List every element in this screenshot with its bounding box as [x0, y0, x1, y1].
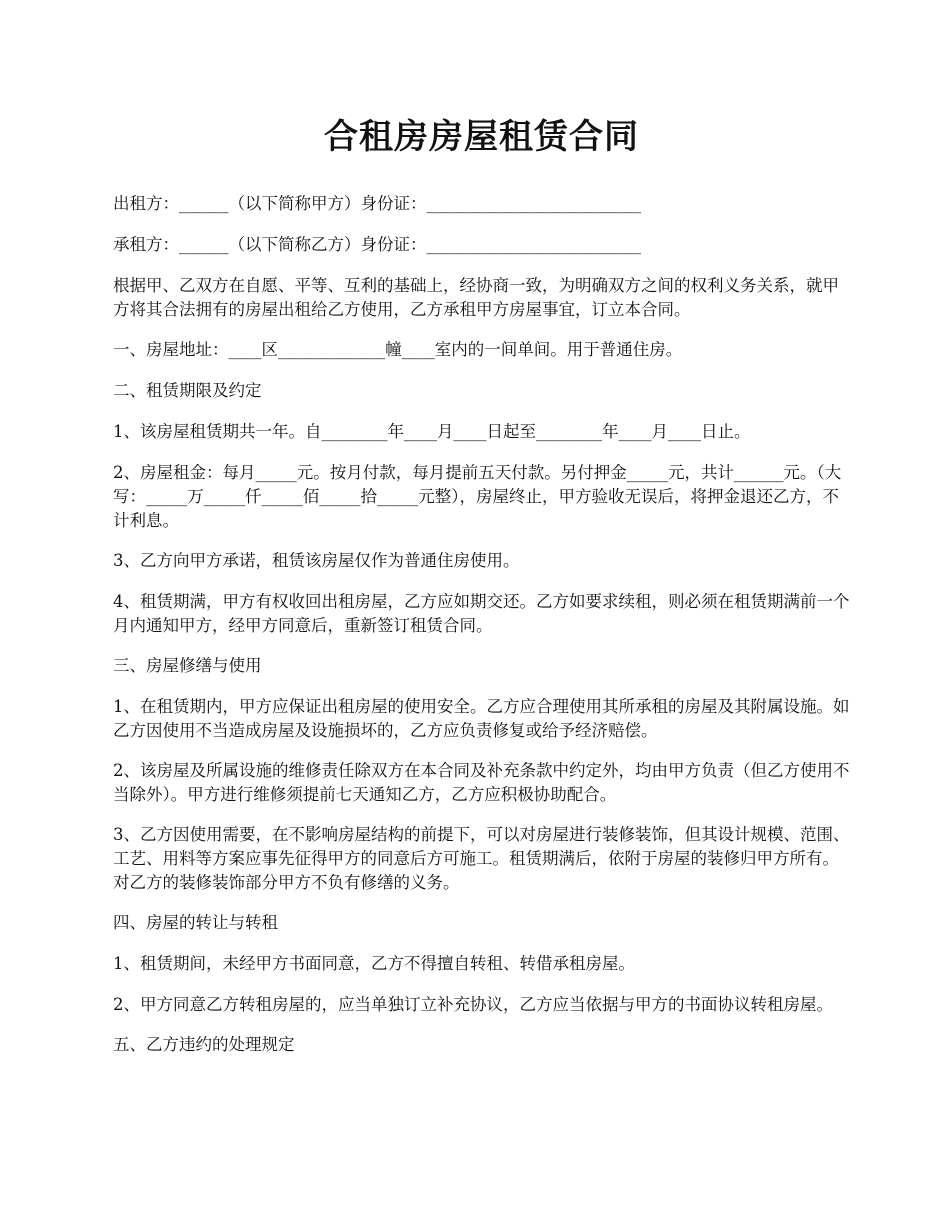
- clause-2-3: 3、乙方向甲方承诺，租赁该房屋仅作为普通住房使用。: [113, 551, 520, 570]
- clause-3-1: 1、在租赁期内，甲方应保证出租房屋的使用安全。乙方应合理使用其所承租的房屋及其附属设施。如乙方因使用不当造成房屋及设施损坏的，乙方应负责修复或给予经济赔偿。: [113, 697, 850, 740]
- clause-3-3: 3、乙方因使用需要，在不影响房屋结构的前提下，可以对房屋进行装修装饰，但其设计规模、范围、工艺、用料等方案应事先征得甲方的同意后方可施工。租赁期满后，依附于房屋的装修归甲方所有。对乙方的装修装饰部分甲方不负有修缮的义务。: [113, 825, 850, 892]
- clause-4-1: 1、租赁期间，未经甲方书面同意，乙方不得擅自转租、转借承租房屋。: [113, 954, 635, 973]
- section-3-heading: 三、房屋修缮与使用: [113, 656, 262, 675]
- clause-4-2: 2、甲方同意乙方转租房屋的，应当单独订立补充协议，乙方应当依据与甲方的书面协议转租房屋。: [113, 995, 833, 1014]
- preamble-paragraph: 根据甲、乙双方在自愿、平等、互利的基础上，经协商一致，为明确双方之间的权利义务关系，就甲方将其合法拥有的房屋出租给乙方使用，乙方承租甲方房屋事宜，订立本合同。: [113, 276, 839, 319]
- section-1-address: 一、房屋地址：____区_____________幢____室内的一间单间。用于普通住房。: [113, 340, 683, 359]
- clause-3-2: 2、该房屋及所属设施的维修责任除双方在本合同及补充条款中约定外，均由甲方负责（但乙方使用不当除外）。甲方进行维修须提前七天通知乙方，乙方应积极协助配合。: [113, 761, 850, 804]
- clause-2-4: 4、租赁期满，甲方有权收回出租房屋，乙方应如期交还。乙方如要求续租，则必须在租赁期满前一个月内通知甲方，经甲方同意后，重新签订租赁合同。: [113, 592, 850, 635]
- lessor-line: 出租方：______（以下简称甲方）身份证：__________________________: [113, 194, 641, 213]
- clause-2-1: 1、该房屋租赁期共一年。自________年____月____日起至________年____月____日止。: [113, 422, 751, 441]
- clause-2-2: 2、房屋租金：每月_____元。按月付款，每月提前五天付款。另付押金_____元，共计______元。（大写：_____万_____仟_____佰_____拾_____元整），房屋终止，甲方验收无误后，将押金退还乙方，不计利息。: [113, 463, 842, 530]
- lessee-line: 承租方：______（以下简称乙方）身份证：__________________________: [113, 235, 641, 254]
- section-5-heading: 五、乙方违约的处理规定: [113, 1035, 295, 1054]
- section-2-heading: 二、租赁期限及约定: [113, 381, 262, 400]
- section-4-heading: 四、房屋的转让与转租: [113, 913, 278, 932]
- document-title: 合租房房屋租赁合同: [324, 117, 639, 157]
